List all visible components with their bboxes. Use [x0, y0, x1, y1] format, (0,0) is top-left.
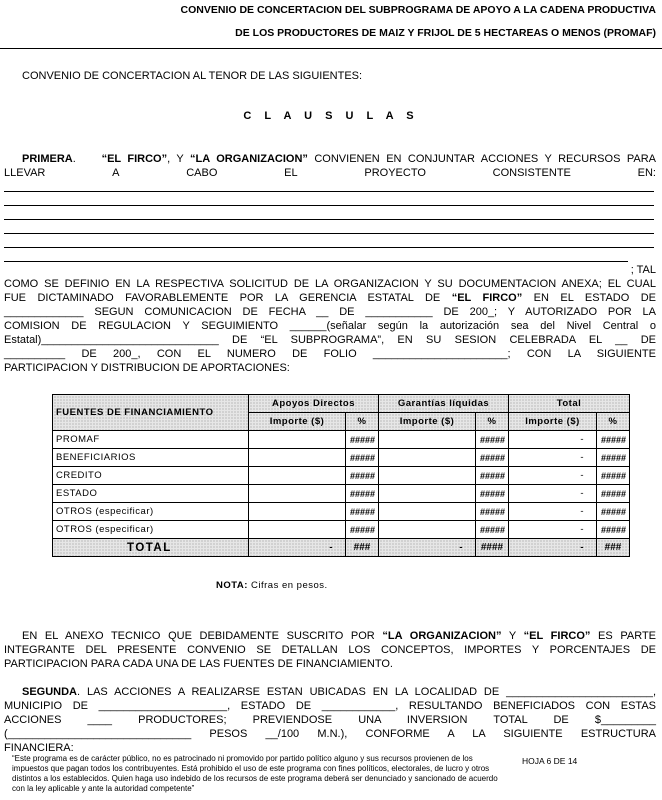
financing-table: [52, 394, 630, 557]
row-label: BENEFICIARIOS: [53, 449, 249, 467]
tal-text: ; TAL: [630, 264, 656, 276]
row-label: CREDITO: [53, 467, 249, 485]
blank-line: [4, 191, 654, 192]
intro-text: CONVENIO DE CONCERTACION AL TENOR DE LAS SIGUIENTES:: [22, 70, 363, 82]
footnote: “Este programa es de carácter público, no es patrocinado ni promovido por partido político alguno y sus recursos provienen de los impuestos que pagan todos los contribuyentes. Está prohibido el uso de este programa con fines políticos, electorales, de lucro y otros distintos a los establecidos. Quien haga uso indebido de los recursos de este programa deberá ser denunciado y sancionado de acuerdo con la ley aplicable y ante la autoridad competente”: [12, 754, 498, 793]
clausulas-title: C L A U S U L A S: [243, 110, 419, 122]
header-line-1: CONVENIO DE CONCERTACION DEL SUBPROGRAMA DE APOYO A LA CADENA PRODUCTIVA: [180, 4, 656, 16]
primera-line-2: LLEVAR A CABO EL PROYECTO CONSISTENTE EN:: [4, 167, 656, 179]
blank-line: [4, 261, 628, 262]
primera-p2-line-3: _____________ SEGUN COMUNICACION DE FECHA __ DE ___________ DE 200_; Y AUTORIZADO POR LA: [4, 306, 656, 318]
primera-p2-line-6: __________ DE 200_, CON EL NUMERO DE FOLIO ______________________; CON LA SIGUIENTE: [4, 348, 656, 360]
firco-ref: “EL FIRCO”: [101, 153, 168, 165]
primera-p2-line-5: Estatal)_____________________________ DE “EL SUBPROGRAMA”, EN SU SESION CELEBRADA EL __ DE: [4, 334, 656, 346]
sub-importe-header: Importe ($): [379, 413, 476, 431]
segunda-line-2: MUNICIPIO DE _____________________, ESTADO DE ____________, RESULTANDO BENEFICIADOS CON ESTAS: [4, 700, 656, 712]
firco-ref: “EL FIRCO”: [451, 292, 523, 304]
blank-line: [4, 219, 654, 220]
anexo-line-2: INTEGRANTE DEL PRESENTE CONVENIO SE DETALLAN LOS CONCEPTOS, IMPORTES Y PORCENTAJES DE: [4, 644, 656, 656]
table-row: OTROS (especificar) ##### ##### - #####: [53, 503, 630, 521]
blank-line: [4, 247, 654, 248]
segunda-line-5: FINANCIERA:: [4, 742, 74, 754]
primera-p2-line-7: PARTICIPACION Y DISTRIBUCION DE APORTACIONES:: [4, 362, 290, 374]
blank-line: [4, 205, 654, 206]
table-row: BENEFICIARIOS ##### ##### - #####: [53, 449, 630, 467]
segunda-line-1: SEGUNDA. LAS ACCIONES A REALIZARSE ESTAN UBICADAS EN LA LOCALIDAD DE ________________________,: [22, 686, 656, 698]
total-label: TOTAL: [53, 539, 249, 557]
table-row: CREDITO ##### ##### - #####: [53, 467, 630, 485]
group-total-header: Total: [509, 395, 630, 413]
primera-label: PRIMERA: [22, 153, 73, 165]
table-row: OTROS (especificar) ##### ##### - #####: [53, 521, 630, 539]
sub-importe-header: Importe ($): [509, 413, 597, 431]
sub-pct-header: %: [476, 413, 509, 431]
primera-p2-line-1: COMO SE DEFINIO EN LA RESPECTIVA SOLICITUD DE LA ORGANIZACION Y SU DOCUMENTACION ANEXA; EL CUAL: [4, 278, 656, 290]
segunda-label: SEGUNDA: [22, 686, 78, 698]
total-row: TOTAL - ### - #### - ###: [53, 539, 630, 557]
sub-pct-header: %: [346, 413, 379, 431]
organizacion-ref: “LA ORGANIZACION”: [382, 630, 502, 642]
blank-line: [4, 233, 654, 234]
firco-ref: “EL FIRCO”: [523, 630, 591, 642]
anexo-line-1: EN EL ANEXO TECNICO QUE DEBIDAMENTE SUSCRITO POR “LA ORGANIZACION” Y “EL FIRCO” ES PARTE: [22, 630, 656, 642]
segunda-line-3: ACCIONES ____ PRODUCTORES; PREVIENDOSE UNA INVERSION TOTAL DE $_________: [4, 714, 656, 726]
primera-p2-line-2: FUE DICTAMINADO FAVORABLEMENTE POR LA GERENCIA ESTATAL DE “EL FIRCO” EN EL ESTADO DE: [4, 292, 657, 304]
row-label: OTROS (especificar): [53, 521, 249, 539]
primera-line-1: PRIMERA. “EL FIRCO”, Y “LA ORGANIZACION” CONVIENEN EN CONJUNTAR ACCIONES Y RECURSOS PARA: [22, 153, 657, 165]
primera-p2-line-4: COMISION DE REGULACION Y SEGUIMIENTO ______(señalar según la autorización sea del Nivel Central o: [4, 320, 656, 332]
col-fuentes-header: FUENTES DE FINANCIAMIENTO: [53, 395, 249, 431]
header-line-2: DE LOS PRODUCTORES DE MAIZ Y FRIJOL DE 5 HECTAREAS O MENOS (PROMAF): [235, 27, 656, 39]
row-label: OTROS (especificar): [53, 503, 249, 521]
row-label: ESTADO: [53, 485, 249, 503]
page-number: HOJA 6 DE 14: [522, 756, 578, 766]
group-garantias-header: Garantías líquidas: [379, 395, 509, 413]
segunda-line-4: (______________________________ PESOS __/100 M.N.), CONFORME A LA SIGUIENTE ESTRUCTURA: [4, 728, 656, 740]
row-label: PROMAF: [53, 431, 249, 449]
anexo-line-3: PARTICIPACION PARA CADA UNA DE LAS FUENTES DE FINANCIAMIENTO.: [4, 658, 393, 670]
nota-text: NOTA: Cifras en pesos.: [216, 580, 328, 591]
sub-pct-header: %: [597, 413, 630, 431]
organizacion-ref: “LA ORGANIZACION”: [190, 153, 308, 165]
sub-importe-header: Importe ($): [249, 413, 346, 431]
table-row: ESTADO ##### ##### - #####: [53, 485, 630, 503]
header-divider: [0, 48, 662, 49]
table-row: PROMAF ##### ##### - #####: [53, 431, 630, 449]
group-apoyos-header: Apoyos Directos: [249, 395, 379, 413]
